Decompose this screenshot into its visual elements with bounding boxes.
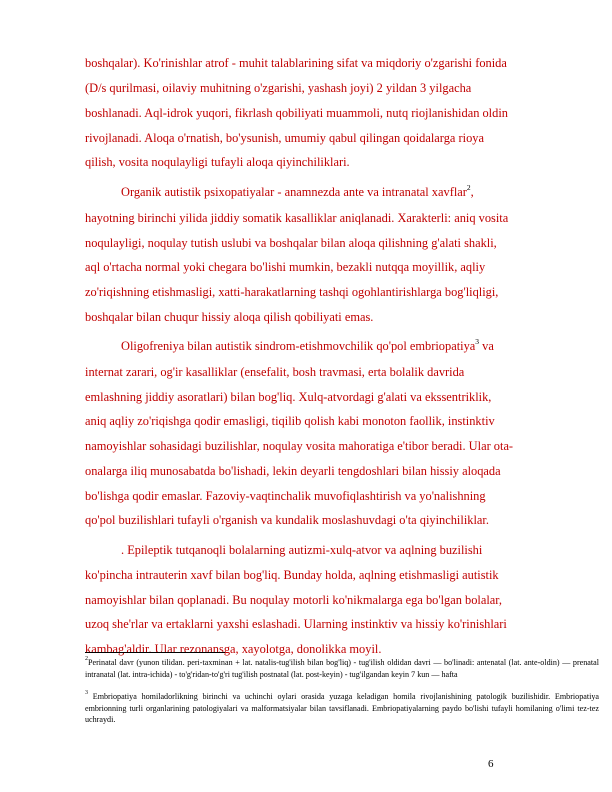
text-span: va [479, 339, 494, 353]
footnote-text: Perinatal davr (yunon tilidan. peri-taxminan + lat. natalis-tug'ilish bilan bog'liq) - tug'ilish oldidan davri — bo'linadi: antenatal (lat. ante-oldin) — prenatal intranatal (lat. intra-ichida) - to'g'ridan-to'g'ri tug'ilish postnatal (lat. post-keyin) - tug'ilgandan keyin 7 kun — hafta [85, 658, 599, 679]
text-line: zo'riqishning etishmasligi, xatti-harakatlarning tashqi ogohlantirishlarga bog'liqligi, [85, 285, 499, 299]
text-line: namoyishlar sohasidagi buzilishlar, noqulay vosita mahoratiga e'tibor beradi. Ular ota- [85, 439, 514, 453]
text-span: Organik autistik psixopatiyalar - anamnezda ante va intranatal xavflar [121, 185, 467, 199]
text-line: qo'pol buzilishlari tufayli o'rganish va kundalik moslashuvdagi o'ta qiyinchiliklar. [85, 513, 489, 527]
paragraph-first-line [121, 336, 494, 354]
text-line: ko'pincha intrauterin xavf bilan bog'liq. Bunday holda, aqlning etishmasligi autistik [85, 568, 499, 582]
text-span: , [470, 185, 474, 199]
text-line: internat zarari, og'ir kasalliklar (ensefalit, bosh travmasi, erta bolalik davrida [85, 365, 465, 379]
text-line: kambag'aldir. Ular rezonansga, xayolotga, donolikka moyil. [85, 642, 382, 656]
text-line: emlashning jiddiy asoratlari) bilan bog'liq. Xulq-atvordagi g'alati va ekssentriklik, [85, 390, 492, 404]
text-line: qilish, vosita noqulayligi tufayli aloqa qiyinchiliklari. [85, 155, 350, 169]
footnote-mark: 3 [85, 690, 88, 697]
text-line: boshqalar bilan chuqur hissiy aloqa qilish qobiliyati emas. [85, 310, 374, 324]
text-line: aniq aqliy zo'riqishga qodir emasligi, tiqilib qolish kabi monoton faollik, instinktiv [85, 414, 495, 428]
text-span: Oligofreniya bilan autistik sindrom-etishmovchilik qo'pol embriopatiya [121, 339, 476, 353]
footnote [85, 691, 599, 726]
footnote-text: Embriopatiya homiladorlikning birinchi va uchinchi oylari orasida yuzaga keladigan homila rivojlanishining patologik buzilishidir. Embriopatiya embrionning turli organlarining patologiyalari va malformatsiyalar bilan tavsiflanadi. Embriopatiyalarning paydo bo'lishi tufayli homilaning o'limi tez-tez uchraydi. [85, 692, 599, 725]
page-number: 6 [488, 758, 494, 770]
paragraph-first-line: . Epileptik tutqanoqli bolalarning autizmi-xulq-atvor va aqlning buzilishi [121, 543, 483, 557]
text-line: onalarga iliq munosabatda bo'lishadi, lekin deyarli tengdoshlari bilan hissiy aloqada [85, 464, 501, 478]
text-line: boshlanadi. Aql-idrok yuqori, fikrlash qobiliyati muammoli, nutq riojlanishidan oldin [85, 106, 508, 120]
text-line: bo'lishga qodir emaslar. Fazoviy-vaqtinchalik muvofiqlashtirish va yo'nalishning [85, 489, 486, 503]
footnote-ref: 2 [466, 182, 471, 192]
footnote-separator [85, 652, 225, 653]
text-line: noqulayligi, noqulay tutish uslubi va boshqalar bilan aloqa qilishning g'alati shakli, [85, 236, 497, 250]
text-line: boshqalar). Ko'rinishlar atrof - muhit talablarining sifat va miqdoriy o'zgarishi fonida [85, 56, 507, 70]
paragraph-first-line [121, 182, 474, 200]
text-line: aql o'rtacha normal yoki chegara bo'lishi mumkin, bezakli nutqqa moyillik, aqliy [85, 260, 486, 274]
footnote [85, 657, 599, 680]
text-line: uzoq she'rlar va ertaklarni yaxshi eslashadi. Ularning instinktiv va hissiy ko'rinishlari [85, 617, 507, 631]
text-line: hayotning birinchi yilida jiddiy somatik kasalliklar aniqlanadi. Xarakterli: aniq vosita [85, 211, 509, 225]
footnote-mark: 2 [85, 656, 88, 663]
footnote-ref: 3 [475, 336, 480, 346]
text-line: (D/s qurilmasi, oilaviy muhitning o'zgarishi, yashash joyi) 2 yildan 3 yilgacha [85, 81, 472, 95]
text-line: namoyishlar bilan qoplanadi. Bu noqulay motorli ko'nikmalarga ega bo'lgan bolalar, [85, 593, 503, 607]
text-line: rivojlanadi. Aloqa o'rnatish, bo'ysunish, umumiy qabul qilingan qoidalarga rioya [85, 131, 484, 145]
